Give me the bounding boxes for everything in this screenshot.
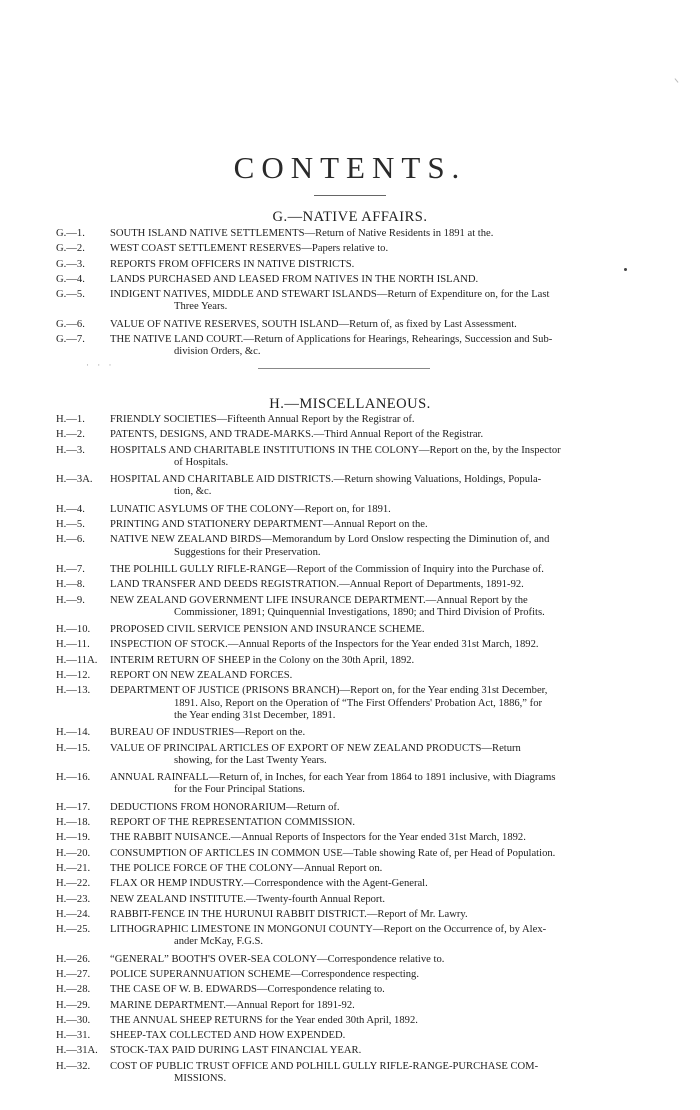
entry-heading: WEST COAST SETTLEMENT RESERVES [110, 243, 302, 255]
contents-entry [0, 878, 700, 890]
entry-description: —Correspondence relative to. [317, 953, 445, 965]
entry-text [110, 639, 602, 651]
contents-entry [0, 924, 700, 949]
entry-text [110, 228, 602, 240]
contents-entry [0, 319, 700, 331]
entry-heading: NEW ZEALAND GOVERNMENT LIFE INSURANCE DEPARTMENT. [110, 594, 426, 606]
entry-code: H.—16. [56, 772, 91, 784]
entry-heading: RABBIT-FENCE IN THE HURUNUI RABBIT DISTRICT. [110, 908, 367, 920]
entry-code: H.—15. [56, 742, 91, 754]
entry-description: —Report on the Occurrence of, by Alex- [372, 924, 547, 936]
entry-heading: PATENTS, DESIGNS, AND TRADE-MARKS. [110, 429, 314, 441]
entry-description: —Return showing Valuations, Holdings, Popula- [333, 474, 542, 486]
entry-text [110, 1061, 602, 1086]
entry-description: —Return of Applications for Hearings, Rehearings, Succession and Sub- [243, 334, 553, 346]
entry-continuation: MISSIONS. [174, 1073, 227, 1085]
contents-entry [0, 772, 700, 797]
entry-heading: LAND TRANSFER AND DEEDS REGISTRATION. [110, 579, 340, 591]
section-divider [258, 368, 430, 369]
entry-heading: INTERIM RETURN OF SHEEP [110, 654, 250, 666]
entry-description: —Return of, in Inches, for each Year from 1864 to 1891 inclusive, with Diagrams [208, 772, 556, 784]
entry-heading: THE CASE OF W. B. EDWARDS [110, 984, 257, 996]
miscellaneous-list [0, 414, 700, 1090]
entry-description: —Annual Report of Departments, 1891-92. [339, 579, 524, 591]
entry-description: in the Colony on the 30th April, 1892. [249, 654, 415, 666]
entry-text [110, 772, 602, 797]
entry-heading: DEDUCTIONS FROM HONORARIUM [110, 801, 286, 813]
entry-code: H.—12. [56, 670, 91, 682]
entry-heading: LUNATIC ASYLUMS OF THE COLONY [110, 503, 295, 515]
entry-description: —Twenty-fourth Annual Report. [246, 893, 386, 905]
entry-text [110, 414, 602, 426]
entry-code: G.—2. [56, 243, 85, 255]
entry-text [110, 670, 602, 682]
margin-dot [624, 268, 627, 271]
entry-code: H.—22. [56, 878, 91, 890]
contents-entry [0, 743, 700, 768]
entry-description: —Report on, for 1891. [294, 503, 391, 515]
entry-text [110, 954, 602, 966]
entry-heading: REPORT ON NEW ZEALAND FORCES. [110, 670, 293, 682]
contents-entry [0, 445, 700, 470]
entry-code: H.—10. [56, 624, 91, 636]
entry-continuation: Commissioner, 1891; Quinquennial Investigations, 1890; and Third Division of Profits. [174, 606, 545, 618]
entry-code: G.—5. [56, 289, 85, 301]
entry-code: H.—8. [56, 579, 85, 591]
entry-heading: POLICE SUPERANNUATION SCHEME [110, 968, 291, 980]
entry-text [110, 1000, 602, 1012]
contents-entry [0, 595, 700, 620]
entry-heading: THE POLHILL GULLY RIFLE-RANGE [110, 563, 287, 575]
entry-code: H.—11. [56, 639, 90, 651]
contents-entry [0, 802, 700, 814]
entry-code: H.—14. [56, 727, 91, 739]
entry-heading: REPORT OF THE REPRESENTATION COMMISSION. [110, 817, 356, 829]
entry-description: —Memorandum by Lord Onslow respecting the Diminution of, and [261, 534, 550, 546]
entry-heading: ANNUAL RAINFALL [110, 772, 209, 784]
entry-text [110, 519, 602, 531]
entry-heading: VALUE OF NATIVE RESERVES, SOUTH ISLAND [110, 318, 339, 330]
entry-heading: BUREAU OF INDUSTRIES [110, 727, 235, 739]
entry-heading: LITHOGRAPHIC LIMESTONE IN MONGONUI COUNTY [110, 924, 373, 936]
entry-code: H.—23. [56, 893, 91, 905]
entry-code: G.—6. [56, 318, 85, 330]
contents-entry [0, 1030, 700, 1042]
entry-description: —Fifteenth Annual Report by the Registrar of. [216, 414, 415, 425]
entry-description: —Correspondence with the Agent-General. [243, 878, 428, 890]
contents-entry [0, 334, 700, 359]
entry-code: H.—21. [56, 862, 91, 874]
entry-code: H.—31A. [56, 1045, 98, 1057]
entry-code: H.—5. [56, 519, 85, 531]
entry-code: H.—3A. [56, 474, 93, 486]
entry-code: H.—32. [56, 1060, 91, 1072]
entry-description: —Correspondence relating to. [256, 984, 385, 996]
entry-text [110, 743, 602, 768]
entry-continuation: division Orders, &c. [174, 346, 261, 358]
entry-heading: FRIENDLY SOCIETIES [110, 414, 217, 425]
contents-entry [0, 984, 700, 996]
contents-entry [0, 519, 700, 531]
entry-code: G.—1. [56, 228, 85, 239]
entry-heading: THE RABBIT NUISANCE. [110, 832, 231, 844]
entry-description: —Correspondence respecting. [290, 968, 419, 980]
entry-code: H.—7. [56, 563, 85, 575]
contents-entry [0, 1045, 700, 1057]
entry-description: —Annual Reports of Inspectors for the Year ended 31st March, 1892. [230, 832, 526, 844]
contents-entry [0, 474, 700, 499]
contents-entry [0, 1000, 700, 1012]
contents-entry [0, 969, 700, 981]
entry-text [110, 624, 602, 636]
entry-text [110, 274, 602, 286]
entry-code: H.—31. [56, 1030, 91, 1042]
contents-entry [0, 954, 700, 966]
entry-heading: THE POLICE FORCE OF THE COLONY [110, 862, 294, 874]
entry-heading: “GENERAL” BOOTH'S OVER-SEA COLONY [110, 953, 318, 965]
entry-code: H.—6. [56, 534, 85, 546]
entry-text [110, 727, 602, 739]
entry-text [110, 863, 602, 875]
entry-text [110, 1030, 602, 1042]
entry-continuation: for the Four Principal Stations. [174, 784, 305, 796]
entry-text [110, 832, 602, 844]
contents-entry [0, 243, 700, 255]
entry-heading: HOSPITAL AND CHARITABLE AID DISTRICTS. [110, 474, 334, 486]
entry-code: H.—1. [56, 414, 85, 425]
entry-text [110, 924, 602, 949]
entry-text [110, 802, 602, 814]
entry-code: H.—2. [56, 429, 85, 441]
contents-entry [0, 579, 700, 591]
entry-code: H.—17. [56, 801, 91, 813]
entry-heading: FLAX OR HEMP INDUSTRY. [110, 878, 244, 890]
entry-description: —Annual Report on the. [322, 519, 428, 531]
entry-text [110, 848, 602, 860]
native-affairs-list [0, 228, 700, 364]
entry-code: G.—3. [56, 258, 85, 270]
entry-text [110, 878, 602, 890]
entry-heading: NEW ZEALAND INSTITUTE. [110, 893, 247, 905]
entry-heading: DEPARTMENT OF JUSTICE (PRISONS BRANCH) [110, 685, 340, 697]
entry-description: —Annual Report for 1891-92. [225, 999, 355, 1011]
entry-code: H.—9. [56, 594, 85, 606]
entry-description: —Table showing Rate of, per Head of Population. [342, 847, 556, 859]
entry-continuation: Three Years. [174, 301, 228, 313]
entry-code: H.—3. [56, 444, 85, 456]
entry-continuation: ander McKay, F.G.S. [174, 936, 264, 948]
entry-text [110, 817, 602, 829]
entry-description: —Return of Native Residents in 1891 at the. [304, 228, 494, 239]
entry-text [110, 259, 602, 271]
entry-code: H.—11A. [56, 654, 98, 666]
entry-text [110, 504, 602, 516]
entry-text [110, 984, 602, 996]
entry-text [110, 909, 602, 921]
contents-entry [0, 1061, 700, 1086]
entry-code: H.—4. [56, 503, 85, 515]
contents-entry [0, 534, 700, 559]
entry-heading: THE NATIVE LAND COURT. [110, 334, 244, 346]
contents-entry [0, 624, 700, 636]
entry-text [110, 534, 602, 559]
contents-entry [0, 848, 700, 860]
entry-text [110, 1015, 602, 1027]
entry-text [110, 595, 602, 620]
entry-code: H.—25. [56, 924, 91, 936]
margin-marks: · · · [86, 360, 115, 370]
entry-text [110, 334, 602, 359]
contents-entry [0, 817, 700, 829]
entry-code: H.—29. [56, 999, 91, 1011]
entry-code: H.—26. [56, 953, 91, 965]
entry-text [110, 319, 602, 331]
page-title: CONTENTS. [233, 150, 467, 185]
entry-text [110, 289, 602, 314]
entry-description: —Return of, as fixed by Last Assessment. [338, 318, 517, 330]
entry-code: H.—18. [56, 817, 91, 829]
entry-description: for the Year ended 30th April, 1892. [262, 1014, 418, 1026]
entry-continuation: the Year ending 31st December, 1891. [174, 709, 336, 721]
entry-code: H.—24. [56, 908, 91, 920]
entry-code: G.—7. [56, 334, 85, 346]
contents-entry [0, 414, 700, 426]
entry-description: —Return of Expenditure on, for the Last [376, 289, 550, 301]
contents-entry [0, 228, 700, 240]
entry-description: —Return of. [286, 801, 340, 813]
entry-gap [0, 1085, 700, 1090]
entry-text [110, 655, 602, 667]
entry-text [110, 429, 602, 441]
entry-code: H.—27. [56, 968, 91, 980]
contents-entry [0, 429, 700, 441]
contents-entry [0, 259, 700, 271]
entry-continuation: Suggestions for their Preservation. [174, 546, 321, 558]
contents-entry [0, 289, 700, 314]
entry-heading: PROPOSED CIVIL SERVICE PENSION AND INSURANCE SCHEME. [110, 624, 425, 636]
entry-continuation: 1891. Also, Report on the Operation of “The First Offenders' Probation Act, 1886,” for [174, 697, 543, 709]
contents-entry [0, 832, 700, 844]
entry-heading: SOUTH ISLAND NATIVE SETTLEMENTS [110, 228, 305, 239]
contents-entry [0, 727, 700, 739]
entry-code: H.—19. [56, 832, 91, 844]
entry-description: —Annual Reports of the Inspectors for the Year ended 31st March, 1892. [227, 639, 539, 651]
entry-heading: COST OF PUBLIC TRUST OFFICE AND POLHILL GULLY RIFLE-RANGE-PURCHASE COM- [110, 1060, 539, 1072]
entry-continuation: tion, &c. [174, 486, 212, 498]
entry-text [110, 1045, 602, 1057]
entry-description: —Annual Report on. [293, 862, 383, 874]
entry-text [110, 579, 602, 591]
entry-continuation: of Hospitals. [174, 456, 229, 468]
entry-continuation: showing, for the Last Twenty Years. [174, 754, 327, 766]
entry-heading: STOCK-TAX PAID DURING LAST FINANCIAL YEAR. [110, 1045, 362, 1057]
entry-heading: INSPECTION OF STOCK. [110, 639, 228, 651]
entry-description: —Report on, for the Year ending 31st December, [339, 685, 548, 697]
entry-code: H.—30. [56, 1014, 91, 1026]
entry-description: —Annual Report by the [425, 594, 528, 606]
entry-text [110, 474, 602, 499]
entry-code: G.—4. [56, 273, 85, 285]
entry-heading: MARINE DEPARTMENT. [110, 999, 226, 1011]
entry-heading: INDIGENT NATIVES, MIDDLE AND STEWART ISLANDS [110, 289, 377, 301]
entry-text [110, 685, 602, 722]
contents-entry [0, 1015, 700, 1027]
entry-heading: REPORTS FROM OFFICERS IN NATIVE DISTRICTS. [110, 258, 355, 270]
entry-description: —Report of Mr. Lawry. [366, 908, 468, 920]
entry-description: —Third Annual Report of the Registrar. [313, 429, 484, 441]
entry-description: —Report on the. [234, 727, 306, 739]
entry-heading: SHEEP-TAX COLLECTED AND HOW EXPENDED. [110, 1030, 346, 1042]
entry-heading: HOSPITALS AND CHARITABLE INSTITUTIONS IN THE COLONY [110, 444, 419, 456]
entry-description: —Report of the Commission of Inquiry into the Purchase of. [286, 563, 544, 575]
entry-code: H.—13. [56, 685, 91, 697]
entry-text [110, 445, 602, 470]
entry-description: —Papers relative to. [301, 243, 389, 255]
entry-heading: THE ANNUAL SHEEP RETURNS [110, 1014, 263, 1026]
entry-heading: LANDS PURCHASED AND LEASED FROM NATIVES IN THE NORTH ISLAND. [110, 273, 479, 285]
title-rule [314, 195, 386, 196]
entry-heading: CONSUMPTION OF ARTICLES IN COMMON USE [110, 847, 343, 859]
entry-code: H.—28. [56, 984, 91, 996]
contents-entry [0, 670, 700, 682]
entry-code: H.—20. [56, 847, 91, 859]
contents-entry [0, 504, 700, 516]
contents-entry [0, 863, 700, 875]
entry-text [110, 969, 602, 981]
contents-entry [0, 685, 700, 722]
contents-entry [0, 894, 700, 906]
entry-text [110, 243, 602, 255]
section-title-native-affairs: G.—NATIVE AFFAIRS. [272, 209, 428, 225]
contents-entry [0, 639, 700, 651]
section-title-miscellaneous: H.—MISCELLANEOUS. [269, 396, 431, 412]
entry-description: —Report on the, by the Inspector [418, 444, 561, 456]
contents-entry [0, 274, 700, 286]
entry-text [110, 894, 602, 906]
contents-entry [0, 655, 700, 667]
scan-mark [675, 78, 679, 82]
contents-entry [0, 909, 700, 921]
contents-entry [0, 564, 700, 576]
entry-text [110, 564, 602, 576]
entry-description: —Return [481, 742, 521, 754]
entry-heading: NATIVE NEW ZEALAND BIRDS [110, 534, 262, 546]
entry-heading: PRINTING AND STATIONERY DEPARTMENT [110, 519, 323, 531]
entry-heading: VALUE OF PRINCIPAL ARTICLES OF EXPORT OF NEW ZEALAND PRODUCTS [110, 742, 482, 754]
